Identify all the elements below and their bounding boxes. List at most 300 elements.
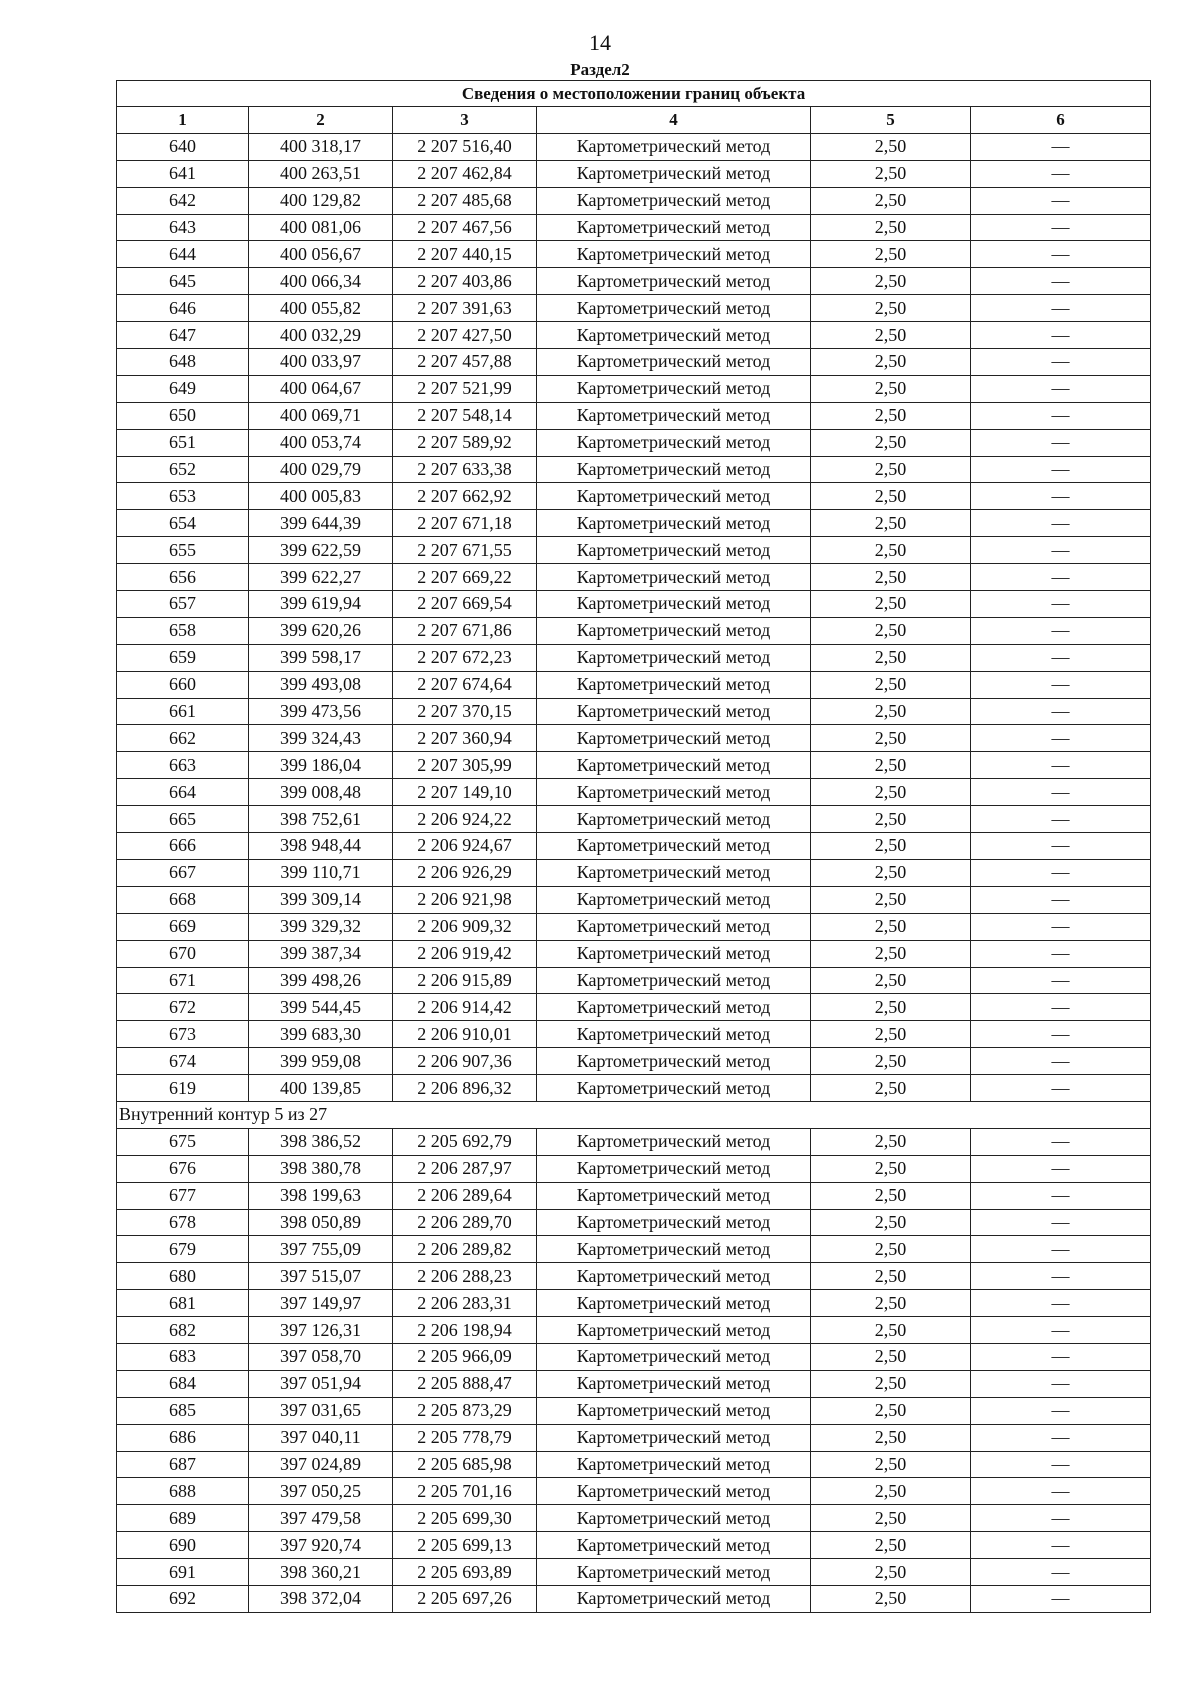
table-row [117, 1236, 1151, 1263]
y-coordinate-cell: 2 205 699,13 [393, 1532, 537, 1559]
accuracy-cell: 2,50 [811, 994, 971, 1021]
table-row [117, 402, 1151, 429]
accuracy-cell: 2,50 [811, 1021, 971, 1048]
accuracy-cell: 2,50 [811, 1532, 971, 1559]
method-cell: Картометрический метод [537, 940, 811, 967]
table-row [117, 241, 1151, 268]
x-coordinate-cell: 399 324,43 [249, 725, 393, 752]
accuracy-cell: 2,50 [811, 322, 971, 349]
point-number-cell: 664 [117, 779, 249, 806]
table-row [117, 295, 1151, 322]
x-coordinate-cell: 400 066,34 [249, 268, 393, 295]
point-number-cell: 684 [117, 1370, 249, 1397]
method-cell: Картометрический метод [537, 698, 811, 725]
accuracy-cell: 2,50 [811, 1451, 971, 1478]
accuracy-cell: 2,50 [811, 402, 971, 429]
table-row [117, 1048, 1151, 1075]
x-coordinate-cell: 399 008,48 [249, 779, 393, 806]
note-cell: — [971, 133, 1151, 160]
accuracy-cell: 2,50 [811, 1075, 971, 1102]
y-coordinate-cell: 2 207 633,38 [393, 456, 537, 483]
x-coordinate-cell: 397 058,70 [249, 1343, 393, 1370]
method-cell: Картометрический метод [537, 994, 811, 1021]
note-cell: — [971, 1182, 1151, 1209]
note-cell: — [971, 886, 1151, 913]
point-number-cell: 644 [117, 241, 249, 268]
method-cell: Картометрический метод [537, 564, 811, 591]
y-coordinate-cell: 2 207 516,40 [393, 133, 537, 160]
y-coordinate-cell: 2 205 778,79 [393, 1424, 537, 1451]
table-row [117, 1290, 1151, 1317]
y-coordinate-cell: 2 207 485,68 [393, 187, 537, 214]
point-number-cell: 656 [117, 564, 249, 591]
accuracy-cell: 2,50 [811, 1236, 971, 1263]
method-cell: Картометрический метод [537, 456, 811, 483]
y-coordinate-cell: 2 207 440,15 [393, 241, 537, 268]
x-coordinate-cell: 398 752,61 [249, 806, 393, 833]
point-number-cell: 666 [117, 833, 249, 860]
x-coordinate-cell: 398 948,44 [249, 833, 393, 860]
accuracy-cell: 2,50 [811, 752, 971, 779]
table-row [117, 456, 1151, 483]
point-number-cell: 657 [117, 591, 249, 618]
x-coordinate-cell: 400 263,51 [249, 160, 393, 187]
table-row [117, 214, 1151, 241]
method-cell: Картометрический метод [537, 725, 811, 752]
accuracy-cell: 2,50 [811, 564, 971, 591]
table-row [117, 1155, 1151, 1182]
y-coordinate-cell: 2 205 966,09 [393, 1343, 537, 1370]
x-coordinate-cell: 399 387,34 [249, 940, 393, 967]
x-coordinate-cell: 397 051,94 [249, 1370, 393, 1397]
note-cell: — [971, 295, 1151, 322]
accuracy-cell: 2,50 [811, 187, 971, 214]
accuracy-cell: 2,50 [811, 859, 971, 886]
note-cell: — [971, 564, 1151, 591]
point-number-cell: 668 [117, 886, 249, 913]
y-coordinate-cell: 2 207 672,23 [393, 644, 537, 671]
point-number-cell: 662 [117, 725, 249, 752]
table-row [117, 1128, 1151, 1155]
point-number-cell: 688 [117, 1478, 249, 1505]
point-number-cell: 679 [117, 1236, 249, 1263]
accuracy-cell: 2,50 [811, 241, 971, 268]
note-cell: — [971, 1128, 1151, 1155]
method-cell: Картометрический метод [537, 779, 811, 806]
x-coordinate-cell: 398 050,89 [249, 1209, 393, 1236]
accuracy-cell: 2,50 [811, 375, 971, 402]
note-cell: — [971, 913, 1151, 940]
note-cell: — [971, 1236, 1151, 1263]
y-coordinate-cell: 2 207 669,22 [393, 564, 537, 591]
note-cell: — [971, 1424, 1151, 1451]
x-coordinate-cell: 397 149,97 [249, 1290, 393, 1317]
note-cell: — [971, 725, 1151, 752]
coordinates-table [116, 80, 1151, 1613]
method-cell: Картометрический метод [537, 160, 811, 187]
x-coordinate-cell: 399 683,30 [249, 1021, 393, 1048]
note-cell: — [971, 1343, 1151, 1370]
method-cell: Картометрический метод [537, 241, 811, 268]
x-coordinate-cell: 400 069,71 [249, 402, 393, 429]
table-row [117, 994, 1151, 1021]
note-cell: — [971, 537, 1151, 564]
y-coordinate-cell: 2 205 873,29 [393, 1397, 537, 1424]
point-number-cell: 654 [117, 510, 249, 537]
method-cell: Картометрический метод [537, 913, 811, 940]
method-cell: Картометрический метод [537, 483, 811, 510]
table-row [117, 1559, 1151, 1586]
x-coordinate-cell: 400 081,06 [249, 214, 393, 241]
table-row [117, 967, 1151, 994]
accuracy-cell: 2,50 [811, 1343, 971, 1370]
table-row [117, 752, 1151, 779]
table-row [117, 349, 1151, 376]
point-number-cell: 680 [117, 1263, 249, 1290]
method-cell: Картометрический метод [537, 1021, 811, 1048]
note-cell: — [971, 1317, 1151, 1344]
x-coordinate-cell: 397 515,07 [249, 1263, 393, 1290]
accuracy-cell: 2,50 [811, 644, 971, 671]
note-cell: — [971, 644, 1151, 671]
note-cell: — [971, 671, 1151, 698]
accuracy-cell: 2,50 [811, 295, 971, 322]
table-row [117, 510, 1151, 537]
x-coordinate-cell: 400 055,82 [249, 295, 393, 322]
column-header: 3 [393, 107, 537, 134]
point-number-cell: 675 [117, 1128, 249, 1155]
y-coordinate-cell: 2 206 896,32 [393, 1075, 537, 1102]
x-coordinate-cell: 399 959,08 [249, 1048, 393, 1075]
point-number-cell: 658 [117, 617, 249, 644]
point-number-cell: 646 [117, 295, 249, 322]
y-coordinate-cell: 2 207 457,88 [393, 349, 537, 376]
column-header-row [117, 107, 1151, 134]
x-coordinate-cell: 398 380,78 [249, 1155, 393, 1182]
point-number-cell: 619 [117, 1075, 249, 1102]
note-cell: — [971, 456, 1151, 483]
y-coordinate-cell: 2 206 926,29 [393, 859, 537, 886]
table-row [117, 1451, 1151, 1478]
x-coordinate-cell: 397 050,25 [249, 1478, 393, 1505]
note-cell: — [971, 940, 1151, 967]
y-coordinate-cell: 2 207 149,10 [393, 779, 537, 806]
column-header: 5 [811, 107, 971, 134]
x-coordinate-cell: 397 479,58 [249, 1505, 393, 1532]
x-coordinate-cell: 400 029,79 [249, 456, 393, 483]
accuracy-cell: 2,50 [811, 1478, 971, 1505]
point-number-cell: 649 [117, 375, 249, 402]
method-cell: Картометрический метод [537, 1209, 811, 1236]
method-cell: Картометрический метод [537, 187, 811, 214]
point-number-cell: 677 [117, 1182, 249, 1209]
x-coordinate-cell: 397 755,09 [249, 1236, 393, 1263]
page-number: 14 [589, 30, 611, 55]
point-number-cell: 678 [117, 1209, 249, 1236]
table-row [117, 913, 1151, 940]
point-number-cell: 686 [117, 1424, 249, 1451]
accuracy-cell: 2,50 [811, 1585, 971, 1612]
table-row [117, 375, 1151, 402]
note-cell: — [971, 1155, 1151, 1182]
y-coordinate-cell: 2 205 701,16 [393, 1478, 537, 1505]
accuracy-cell: 2,50 [811, 1155, 971, 1182]
y-coordinate-cell: 2 207 370,15 [393, 698, 537, 725]
method-cell: Картометрический метод [537, 375, 811, 402]
y-coordinate-cell: 2 207 467,56 [393, 214, 537, 241]
x-coordinate-cell: 399 644,39 [249, 510, 393, 537]
point-number-cell: 667 [117, 859, 249, 886]
point-number-cell: 653 [117, 483, 249, 510]
method-cell: Картометрический метод [537, 429, 811, 456]
note-cell: — [971, 591, 1151, 618]
note-cell: — [971, 1505, 1151, 1532]
y-coordinate-cell: 2 206 289,70 [393, 1209, 537, 1236]
note-cell: — [971, 268, 1151, 295]
note-cell: — [971, 1209, 1151, 1236]
method-cell: Картометрический метод [537, 752, 811, 779]
method-cell: Картометрический метод [537, 1048, 811, 1075]
point-number-cell: 665 [117, 806, 249, 833]
method-cell: Картометрический метод [537, 1128, 811, 1155]
point-number-cell: 650 [117, 402, 249, 429]
method-cell: Картометрический метод [537, 617, 811, 644]
table-row [117, 1370, 1151, 1397]
point-number-cell: 682 [117, 1317, 249, 1344]
method-cell: Картометрический метод [537, 1424, 811, 1451]
point-number-cell: 652 [117, 456, 249, 483]
table-row [117, 1478, 1151, 1505]
table-row [117, 617, 1151, 644]
x-coordinate-cell: 400 056,67 [249, 241, 393, 268]
point-number-cell: 670 [117, 940, 249, 967]
y-coordinate-cell: 2 206 288,23 [393, 1263, 537, 1290]
column-header: 2 [249, 107, 393, 134]
note-cell: — [971, 429, 1151, 456]
y-coordinate-cell: 2 207 462,84 [393, 160, 537, 187]
method-cell: Картометрический метод [537, 1532, 811, 1559]
point-number-cell: 643 [117, 214, 249, 241]
method-cell: Картометрический метод [537, 591, 811, 618]
method-cell: Картометрический метод [537, 1559, 811, 1586]
point-number-cell: 673 [117, 1021, 249, 1048]
note-cell: — [971, 1048, 1151, 1075]
table-row [117, 1021, 1151, 1048]
note-cell: — [971, 349, 1151, 376]
x-coordinate-cell: 399 544,45 [249, 994, 393, 1021]
y-coordinate-cell: 2 205 697,26 [393, 1585, 537, 1612]
table-row [117, 591, 1151, 618]
table-caption: Сведения о местоположении границ объекта [117, 81, 1151, 107]
method-cell: Картометрический метод [537, 510, 811, 537]
note-cell: — [971, 375, 1151, 402]
accuracy-cell: 2,50 [811, 429, 971, 456]
y-coordinate-cell: 2 207 669,54 [393, 591, 537, 618]
table-row [117, 429, 1151, 456]
method-cell: Картометрический метод [537, 671, 811, 698]
point-number-cell: 663 [117, 752, 249, 779]
y-coordinate-cell: 2 206 198,94 [393, 1317, 537, 1344]
note-cell: — [971, 779, 1151, 806]
note-cell: — [971, 1559, 1151, 1586]
accuracy-cell: 2,50 [811, 456, 971, 483]
x-coordinate-cell: 399 493,08 [249, 671, 393, 698]
accuracy-cell: 2,50 [811, 967, 971, 994]
accuracy-cell: 2,50 [811, 779, 971, 806]
y-coordinate-cell: 2 207 671,86 [393, 617, 537, 644]
accuracy-cell: 2,50 [811, 483, 971, 510]
y-coordinate-cell: 2 207 305,99 [393, 752, 537, 779]
y-coordinate-cell: 2 207 548,14 [393, 402, 537, 429]
method-cell: Картометрический метод [537, 1451, 811, 1478]
x-coordinate-cell: 400 318,17 [249, 133, 393, 160]
note-cell: — [971, 752, 1151, 779]
y-coordinate-cell: 2 206 910,01 [393, 1021, 537, 1048]
note-cell: — [971, 322, 1151, 349]
y-coordinate-cell: 2 205 692,79 [393, 1128, 537, 1155]
method-cell: Картометрический метод [537, 967, 811, 994]
column-header: 4 [537, 107, 811, 134]
table-row [117, 833, 1151, 860]
x-coordinate-cell: 399 620,26 [249, 617, 393, 644]
y-coordinate-cell: 2 206 907,36 [393, 1048, 537, 1075]
method-cell: Картометрический метод [537, 1343, 811, 1370]
table-row [117, 1505, 1151, 1532]
note-cell: — [971, 806, 1151, 833]
method-cell: Картометрический метод [537, 859, 811, 886]
y-coordinate-cell: 2 207 671,55 [393, 537, 537, 564]
point-number-cell: 642 [117, 187, 249, 214]
note-cell: — [971, 1532, 1151, 1559]
y-coordinate-cell: 2 205 685,98 [393, 1451, 537, 1478]
method-cell: Картометрический метод [537, 806, 811, 833]
y-coordinate-cell: 2 207 662,92 [393, 483, 537, 510]
point-number-cell: 691 [117, 1559, 249, 1586]
x-coordinate-cell: 400 139,85 [249, 1075, 393, 1102]
table-row [117, 859, 1151, 886]
accuracy-cell: 2,50 [811, 1182, 971, 1209]
accuracy-cell: 2,50 [811, 214, 971, 241]
y-coordinate-cell: 2 206 909,32 [393, 913, 537, 940]
method-cell: Картометрический метод [537, 833, 811, 860]
table-row [117, 698, 1151, 725]
point-number-cell: 685 [117, 1397, 249, 1424]
accuracy-cell: 2,50 [811, 1209, 971, 1236]
method-cell: Картометрический метод [537, 268, 811, 295]
y-coordinate-cell: 2 205 699,30 [393, 1505, 537, 1532]
note-cell: — [971, 617, 1151, 644]
y-coordinate-cell: 2 207 671,18 [393, 510, 537, 537]
note-cell: — [971, 994, 1151, 1021]
method-cell: Картометрический метод [537, 133, 811, 160]
method-cell: Картометрический метод [537, 1585, 811, 1612]
y-coordinate-cell: 2 207 403,86 [393, 268, 537, 295]
note-cell: — [971, 1585, 1151, 1612]
method-cell: Картометрический метод [537, 1263, 811, 1290]
x-coordinate-cell: 399 598,17 [249, 644, 393, 671]
y-coordinate-cell: 2 207 589,92 [393, 429, 537, 456]
table-row [117, 322, 1151, 349]
method-cell: Картометрический метод [537, 1317, 811, 1344]
method-cell: Картометрический метод [537, 214, 811, 241]
y-coordinate-cell: 2 207 427,50 [393, 322, 537, 349]
note-cell: — [971, 1370, 1151, 1397]
accuracy-cell: 2,50 [811, 698, 971, 725]
method-cell: Картометрический метод [537, 1075, 811, 1102]
accuracy-cell: 2,50 [811, 510, 971, 537]
table-row [117, 1182, 1151, 1209]
y-coordinate-cell: 2 206 289,64 [393, 1182, 537, 1209]
table-row [117, 806, 1151, 833]
y-coordinate-cell: 2 206 919,42 [393, 940, 537, 967]
note-cell: — [971, 1478, 1151, 1505]
column-header: 1 [117, 107, 249, 134]
table-row [117, 133, 1151, 160]
y-coordinate-cell: 2 206 287,97 [393, 1155, 537, 1182]
note-cell: — [971, 1075, 1151, 1102]
point-number-cell: 647 [117, 322, 249, 349]
y-coordinate-cell: 2 206 283,31 [393, 1290, 537, 1317]
table-row [117, 940, 1151, 967]
table-row [117, 268, 1151, 295]
y-coordinate-cell: 2 206 924,22 [393, 806, 537, 833]
table-row [117, 779, 1151, 806]
accuracy-cell: 2,50 [811, 886, 971, 913]
accuracy-cell: 2,50 [811, 806, 971, 833]
accuracy-cell: 2,50 [811, 1559, 971, 1586]
x-coordinate-cell: 399 473,56 [249, 698, 393, 725]
contour-row [117, 1101, 1151, 1128]
note-cell: — [971, 160, 1151, 187]
point-number-cell: 683 [117, 1343, 249, 1370]
table-row [117, 187, 1151, 214]
x-coordinate-cell: 399 622,27 [249, 564, 393, 591]
section-title: Раздел2 [570, 60, 630, 79]
accuracy-cell: 2,50 [811, 1370, 971, 1397]
method-cell: Картометрический метод [537, 349, 811, 376]
accuracy-cell: 2,50 [811, 1505, 971, 1532]
accuracy-cell: 2,50 [811, 1317, 971, 1344]
point-number-cell: 671 [117, 967, 249, 994]
x-coordinate-cell: 399 498,26 [249, 967, 393, 994]
method-cell: Картометрический метод [537, 402, 811, 429]
table-row [117, 671, 1151, 698]
y-coordinate-cell: 2 205 888,47 [393, 1370, 537, 1397]
table-row [117, 537, 1151, 564]
point-number-cell: 655 [117, 537, 249, 564]
x-coordinate-cell: 400 033,97 [249, 349, 393, 376]
accuracy-cell: 2,50 [811, 1397, 971, 1424]
table-row [117, 1317, 1151, 1344]
note-cell: — [971, 187, 1151, 214]
point-number-cell: 681 [117, 1290, 249, 1317]
point-number-cell: 687 [117, 1451, 249, 1478]
point-number-cell: 640 [117, 133, 249, 160]
method-cell: Картометрический метод [537, 1290, 811, 1317]
table-row [117, 1585, 1151, 1612]
x-coordinate-cell: 400 032,29 [249, 322, 393, 349]
x-coordinate-cell: 400 005,83 [249, 483, 393, 510]
point-number-cell: 669 [117, 913, 249, 940]
note-cell: — [971, 483, 1151, 510]
method-cell: Картометрический метод [537, 537, 811, 564]
table-row [117, 1397, 1151, 1424]
y-coordinate-cell: 2 206 914,42 [393, 994, 537, 1021]
table-row [117, 644, 1151, 671]
accuracy-cell: 2,50 [811, 833, 971, 860]
point-number-cell: 659 [117, 644, 249, 671]
note-cell: — [971, 967, 1151, 994]
